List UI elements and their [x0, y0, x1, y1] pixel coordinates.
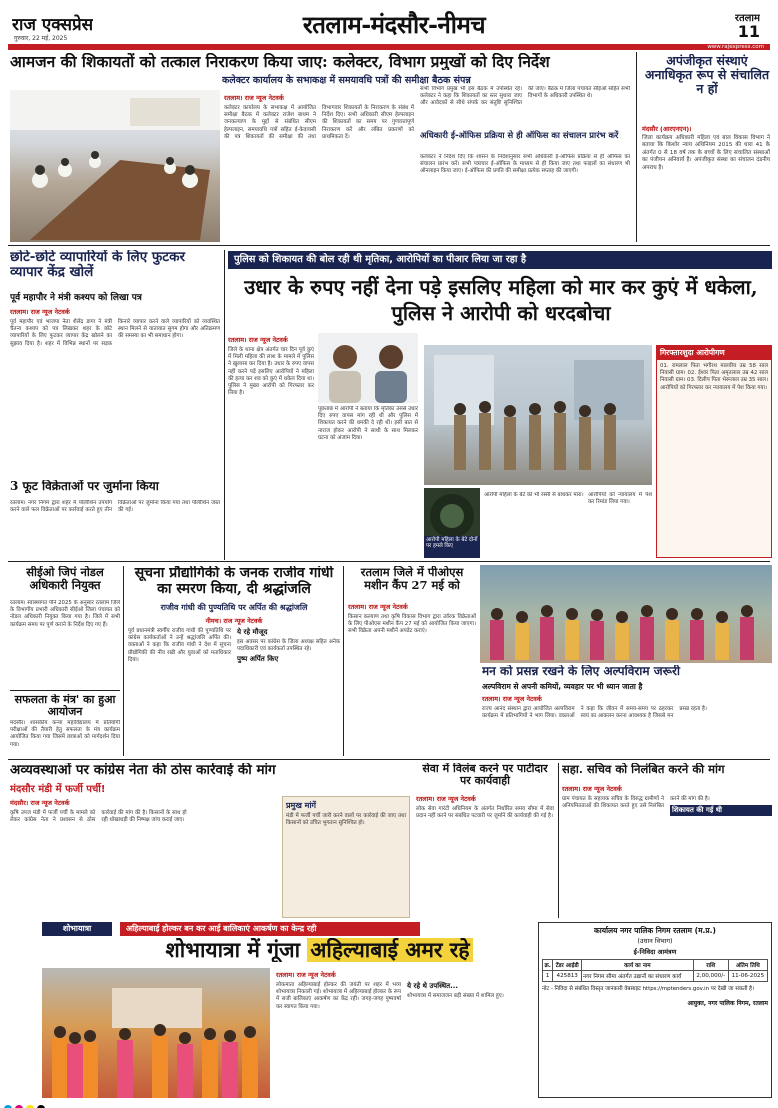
ceo-headline: सीईओ जिपं नोडल अधिकारी नियुक्त	[26, 566, 104, 592]
eoffice-headline: अधिकारी ई-ऑफिस प्रक्रिया से ही ऑफिस का संचालन प्रारंभ करें	[420, 130, 619, 140]
safalta-body: मंदसौर। शासकीय कन्या महाविद्यालय में प्रतियोगी परीक्षाओं की तैयारी हेतु सफलता के मंत्र कार्यक्रम आयोजित किया गया जिसमें छात्राओं को मार्गदर्शन दिया गया।	[10, 720, 120, 748]
mandi-body: कृषि उपज मंडी में फर्जी पर्ची के मामले को लेकर कांग्रेस नेता ने प्रशासन से ठोस कार्रवाई की मांग की है। किसानों के साथ हो रही धोखाधड़ी की निष्पक्ष जांच कराई जाए।	[10, 810, 187, 824]
crime-body: जिले के थाना क्षेत्र अंतर्गत चार दिन पूर्व कुएं में मिली महिला की लाश के मामले में पुलिस ने खुलासा कर दिया है। उधार के रुपए वापस नहीं करने पड़ें इसलिए आरोपियों ने महिला की हत्या कर शव को कुएं में धकेल दिया था। पुलिस ने मुख्य आरोपी को गिरफ्तार कर लिया है।	[228, 347, 314, 397]
rajiv-subhead: राजीव गांधी की पुण्यतिथि पर अर्पित की श्रद्धांजलि	[160, 603, 308, 612]
city: रतलाम	[734, 13, 760, 24]
fuktar-body: पूर्व महापौर एवं भाजपा नेता शैलेंद्र डागा ने मंत्री चैतन्य कश्यप को पत्र लिखकर शहर के छोटे व्यापारियों के लिए फुटकर व्यापार केंद्र खोलने का सुझाव दिया है। शहर में विभिन्न स्थानों पर सड़क किनारे व्यापार करने वाले व्यापारियों को व्यवस्थित स्थान मिलने से यातायात सुगम होगा और अतिक्रमण की समस्या का भी समाधान होगा।	[10, 319, 220, 347]
mandi-subhead: मंदसौर मंडी में फर्जी पर्ची!	[10, 784, 106, 795]
mann-body: राज्य आनंद संस्थान द्वारा आयोजित अल्पविराम कार्यक्रम में प्रतिभागियों ने भाग लिया। वक्ताओं ने कहा कि जीवन में समय-समय पर ठहरकर स्वयं का आकलन करना आवश्यक है जिससे मन प्रसन्न रहता है।	[482, 706, 707, 720]
lead-byline: रतलाम। राज न्यूज नेटवर्क	[224, 94, 284, 102]
shobha-byline: रतलाम। राज न्यूज नेटवर्क	[276, 971, 336, 979]
mandi-box	[282, 796, 410, 918]
shobha-kicker: अहिल्याबाई होल्कर बन कर आई बालिकाएं आकर्षण का केन्द्र रही	[120, 922, 420, 936]
tender-title: कार्यालय नगर पालिक निगम रतलाम (म.प्र.)	[594, 926, 716, 935]
arrest-box-body: 01. रामलाल पिता भगीरथ मालवीय उम्र 58 साल निवासी ग्राम। 02. ईश्वर पिता अमृतलाल उम्र 42 साल निवासी ग्राम। 03. दिलीप पिता भेरूलाल उम्र 35 साल। आरोपियों को गिरफ्तार कर न्यायालय में पेश किया गया।	[660, 363, 768, 391]
meeting-photo	[10, 90, 220, 242]
table-row	[543, 971, 768, 982]
patidar-byline: रतलाम। राज न्यूज नेटवर्क	[416, 795, 476, 803]
tender-notice-label: ई-निविदा आमंत्रण	[633, 948, 677, 956]
right-headline: अपंजीकृत संस्थाएं अनाधिकृत रूप से संचालित न हों	[644, 54, 770, 96]
mann-headline: मन को प्रसन्न रखने के लिए अल्पविराम जरूरी	[482, 665, 681, 678]
lead-body: कलेक्टर कार्यालय के सभाकक्ष में आयोजित समीक्षा बैठक में कलेक्टर राजेश बाथम ने जनकल्याण के मुद्दों से संबंधित सीएम हेल्पलाइन, समयावधि पत्रों सहित ई-केवायसी की पत्र शिकायतों की समीक्षा की तथा विभागवार शिकायतों के निराकरण के संबंध में निर्देश दिए। सभी अधिकारी सीएम हेल्पलाइन की शिकायतों का समय पर गुणवत्तापूर्ण निराकरण करें और लंबित प्रकरणों को प्राथमिकता दें।	[224, 105, 414, 140]
page-number: 11	[737, 22, 760, 41]
patidar-body: लोक सेवा गारंटी अधिनियम के अंतर्गत निर्धारित समय सीमा में सेवा प्रदान नहीं करने पर संबंधित पटवारी पर जुर्माने की कार्यवाही की गई है।	[416, 806, 554, 820]
registration-marks	[4, 1098, 204, 1108]
tender-col: क्र.	[543, 960, 553, 971]
shobha-subhead: ये रहे थे उपस्थित...	[407, 982, 459, 990]
mann-subhead: अल्पविराम से अपनी कमियों, व्यवहार पर भी ध्यान जाता है	[482, 682, 643, 691]
crime-byline: रतलाम। राज न्यूज नेटवर्क	[228, 336, 288, 344]
fuktar-headline: छोटे-छोटे व्यापारियों के लिए फुटकर व्यापार केंद्र खोलें	[10, 250, 185, 281]
lead-subhead: कलेक्टर कार्यालय के सभाकक्ष में समयावधि पत्रों की समीक्षा बैठक संपन्न	[222, 75, 471, 86]
rajiv-body: पूर्व प्रधानमंत्री स्वर्गीय राजीव गांधी की पुण्यतिथि पर कांग्रेस कार्यकर्ताओं ने उन्हें श्रद्धांजलि अर्पित की। वक्ताओं ने कहा कि राजीव गांधी ने देश में सूचना प्रौद्योगिकी की नींव रखी और युवाओं को मताधिकार दिया।	[128, 628, 231, 663]
mann-byline: रतलाम। राज न्यूज नेटवर्क	[482, 695, 542, 703]
tender-table	[542, 959, 768, 982]
shobha-tag: शोभायात्रा	[42, 922, 112, 936]
shobha-body: लोकमाता अहिल्याबाई होल्कर की जयंती पर शहर में भव्य शोभायात्रा निकाली गई। शोभायात्रा में अहिल्याबाई होल्कर के रूप में सजी बालिकाएं आकर्षण का केंद्र रहीं। जगह-जगह पुष्पवर्षा कर स्वागत किया गया।	[276, 982, 401, 1010]
tender-col: कार्य का नाम	[582, 960, 694, 971]
edition-title: रतलाम-मंदसौर-नीमच	[302, 10, 486, 39]
tender-cell: 2,00,000/-	[693, 971, 728, 982]
tender-col: राशि	[693, 960, 728, 971]
rajiv-subhead-1: ये रहे मौजूद	[237, 628, 268, 636]
pos-body: किसान कल्याण तथा कृषि विकास विभाग द्वारा उर्वरक विक्रेताओं के लिए पीओएस मशीन कैंप 27 मई को आयोजित किया जाएगा। सभी विक्रेता अपनी मशीनें अपडेट कराएं।	[348, 614, 476, 635]
eoffice-body: कलेक्टर ने निर्देश दिए कि शासन के निर्देशानुसार सभी अधिकारी ई-ऑफिस प्रक्रिया से ही ऑफिस का संचालन प्रारंभ करें। सभी पत्राचार ई-ऑफिस के माध्यम से ही किया जाए तथा फाइलों का संधारण भी ऑनलाइन किया जाए। ई-ऑफिस की प्रगति की समीक्षा प्रत्येक सप्ताह की जाएगी।	[420, 154, 630, 175]
tender-cell: नगर निगम सीमा अंतर्गत उद्यानों का संधारण कार्य	[582, 971, 694, 982]
ceo-body: रतलाम। स्वास्थ्यगत पीने 2025 के अनुसार रतलाम जिले के विभागीय प्रभारी अधिकारी सीईओ जिला पंचायत को नोडल अधिकारी नियुक्त किया गया है। जिले में सभी कार्यक्रम समय पर पूर्ण कराने के निर्देश दिए गए हैं।	[10, 600, 120, 628]
sachiv-subhead: शिकायत की गई थी	[670, 805, 772, 816]
lead-body-2: सभी विभाग प्रमुख भी इस बैठक में उपस्थित रहे। कलेक्टर ने कहा कि शिकायतों का स्तर सुधारा जाए और आवेदकों से सीधे संपर्क कर संतुष्टि सुनिश्चित की जाए। बैठक में जिला पंचायत सीईओ सहित सभी विभागों के अधिकारी उपस्थित थे।	[420, 86, 630, 107]
arrest-box	[656, 345, 772, 558]
right-byline: मंदसौर (आरएनएन)।	[642, 125, 692, 133]
fuktar-byline: रतलाम। राज न्यूज नेटवर्क	[10, 308, 70, 316]
tender-cell: 11-06-2025	[728, 971, 767, 982]
date: गुरुवार, 22 मई, 2025	[14, 35, 68, 42]
tender-sign: आयुक्त, नगर पालिक निगम, रतलाम	[687, 1000, 768, 1007]
shobha-headline-b: अहिल्याबाई अमर रहे	[307, 938, 472, 962]
fine-headline: 3 फूट विक्रेताओं पर जुर्माना किया	[10, 480, 159, 493]
right-body: जिला कार्यक्रम अधिकारी महिला एवं बाल विकास विभाग ने बताया कि किशोर न्याय अधिनियम 2015 की धारा 41 के अंतर्गत 0 से 18 वर्ष तक के बच्चों के लिए संचालित संस्थाओं का पंजीयन अनिवार्य है। अपंजीकृत संस्था का संचालन दंडनीय अपराध है।	[642, 135, 770, 171]
accused-photos	[318, 333, 418, 403]
crime-caption: आरोपी महिला के बेटे को भी रस्सी से बांधकर मारा।	[484, 492, 584, 498]
tender-col: अंतिम तिथि	[728, 960, 767, 971]
mandi-box-body: मंडी में फर्जी पर्ची जारी करने वालों पर कार्रवाई की जाए तथा किसानों को उचित भुगतान सुनिश्चित हो।	[286, 813, 406, 827]
well-caption: आरोपी महिला के बेटे दोनों पर हमले किए	[424, 536, 480, 558]
rajiv-body-2: इस अवसर पर कांग्रेस के जिला अध्यक्ष सहित अनेक पदाधिकारी एवं कार्यकर्ता उपस्थित रहे।	[237, 639, 340, 653]
crime-headline: उधार के रुपए नहीं देना पड़े इसलिए महिला को मार कर कुएं में धकेला, पुलिस ने आरोपी को धरदबोचा	[244, 275, 758, 325]
mandi-headline: अव्यवस्थाओं पर कांग्रेस नेता की ठोस कार्रवाई की मांग	[10, 763, 276, 778]
paper-name: राज एक्सप्रेस	[12, 15, 94, 35]
shobha-headline-a: शोभायात्रा में गूंजा	[165, 938, 308, 962]
tender-cell: 1	[543, 971, 553, 982]
rajiv-byline: नीमच। राज न्यूज नेटवर्क	[205, 617, 263, 625]
crime-kicker: पुलिस को शिकायत की बोल रही थी मृतिका, आरोपियों का पीआर लिया जा रहा है	[228, 251, 772, 269]
website[interactable]: www.rajexpress.com	[707, 44, 764, 50]
patidar-headline: सेवा में विलंब करने पर पाटीदार पर कार्यवाही	[422, 763, 548, 788]
tender-notice	[538, 922, 772, 1098]
sachiv-headline: सहा. सचिव को निलंबित करने की मांग	[562, 763, 725, 776]
mandi-byline: मंदसौर। राज न्यूज नेटवर्क	[10, 799, 70, 807]
arrest-box-title: गिरफ्तारशुदा आरोपीगण	[657, 346, 771, 360]
tender-cell: 425813	[553, 971, 582, 982]
tender-subtitle: (उधान विभाग)	[637, 937, 673, 945]
safalta-headline: सफलता के मंत्र' का हुआ आयोजन	[14, 694, 116, 719]
sachiv-byline: रतलाम। राज न्यूज नेटवर्क	[562, 785, 622, 793]
fuktar-subhead: पूर्व महापौर ने मंत्री कश्यप को लिखा पत्र	[10, 293, 142, 303]
group-photo	[480, 565, 772, 663]
pos-headline: रतलाम जिले में पीओएस मशीन कैंप 27 मई को	[360, 566, 464, 592]
pos-byline: रतलाम। राज न्यूज नेटवर्क	[348, 603, 408, 611]
tender-footer: नोट - निविदा से संबंधित विस्तृत जानकारी वेबसाइट https://mptenders.gov.in पर देखी जा सकती है।	[542, 986, 755, 992]
crime-body-2: पूछताछ में आरोपी ने बताया कि मृतिका उससे उधार दिए रुपए वापस मांग रही थी और पुलिस में शिकायत करने की धमकी दे रही थी। इसी बात से नाराज होकर आरोपी ने साथी के साथ मिलकर घटना को अंजाम दिया।	[318, 406, 418, 441]
fine-body: रतलाम। नगर निगम द्वारा शहर में पॉलीथिन उपयोग करने वाले फल विक्रेताओं पर कार्रवाई करते हुए तीन विक्रेताओं पर जुर्माना किया गया तथा पॉलीथिन जब्त की गई।	[10, 500, 220, 514]
police-photo	[424, 345, 652, 485]
tender-col: टेंडर आईडी	[553, 960, 582, 971]
sachiv-body: ग्राम पंचायत के सहायक सचिव के विरुद्ध ग्रामीणों ने अनियमितताओं की शिकायत करते हुए उसे निलंबित करने की मांग की है।	[562, 796, 710, 810]
procession-photo	[42, 968, 270, 1098]
crime-caption-2: आरोपियों को न्यायालय में पेश कर रिमांड लिया गया।	[588, 492, 652, 506]
lead-headline: आमजन की शिकायतों को तत्काल निराकरण किया जाए: कलेक्टर, विभाग प्रमुखों को दिए निर्देश	[10, 53, 550, 71]
rajiv-subhead-2: पुष्प अर्पित किए	[237, 655, 279, 664]
shobha-body-2: शोभायात्रा में समाजजन बड़ी संख्या में शामिल हुए।	[407, 993, 504, 999]
mandi-box-title: प्रमुख मांगें	[286, 801, 317, 810]
rajiv-headline: सूचना प्रौद्योगिकी के जनक राजीव गांधी का स्मरण किया, दी श्रद्धांजलि	[134, 566, 334, 597]
shobha-headline	[84, 938, 554, 962]
